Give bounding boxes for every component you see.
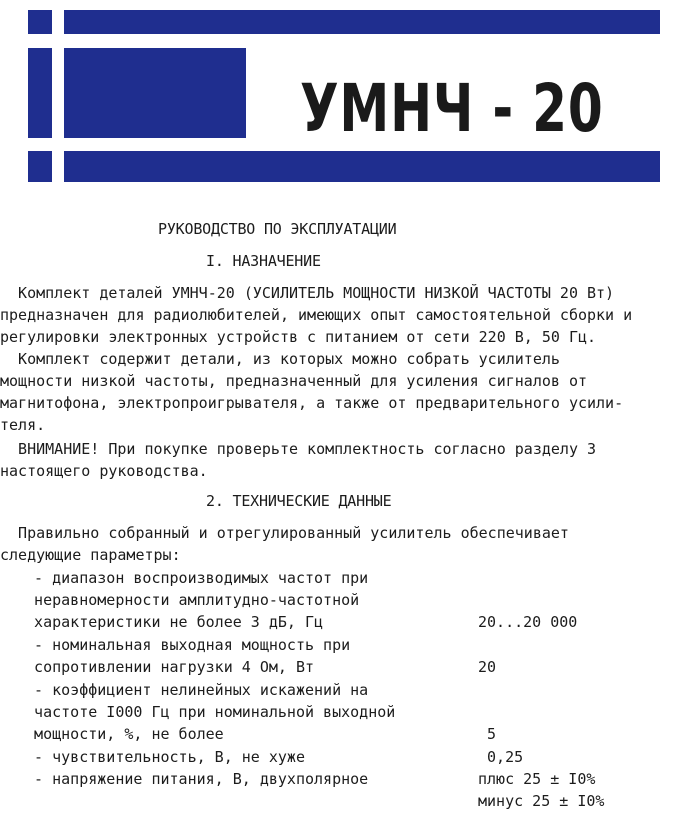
param-3-value: 5 [478,725,497,743]
section-1-line-2: предназначен для радиолюбителей, имеющих опыт самостоятельной сборки и [0,306,633,324]
section-2-intro-1: Правильно собранный и отрегулированный усилитель обеспечивает [0,524,569,542]
param-4-line-1: - чувствительность, В, не хуже [16,748,305,766]
section-1-line-4: Комплект содержит детали, из которых можно собрать усилитель [0,350,560,368]
section-1-line-3: регулировки электронных устройств с питанием от сети 220 В, 50 Гц. [0,328,597,346]
section-2-heading: 2. ТЕХНИЧЕСКИЕ ДАННЫЕ [206,492,392,510]
param-3-line-2: частоте I000 Гц при номинальной выходной [16,703,396,721]
param-1-value: 20...20 000 [478,613,578,631]
param-5-value-plus: плюс 25 ± I0% [478,770,596,788]
banner-block-left [64,48,246,138]
section-1-line-8: ВНИМАНИЕ! При покупке проверьте комплектность согласно разделу 3 [0,440,597,458]
param-1-line-2: неравномерности амплитудно-частотной [16,591,360,609]
section-2-intro-2: следующие параметры: [0,546,181,564]
title-banner [28,10,660,182]
param-1-line-1: - диапазон воспроизводимых частот при [16,569,369,587]
param-5-value-minus: минус 25 ± I0% [478,792,605,810]
param-1-line-3: характеристики не более 3 дБ, Гц [16,613,324,631]
banner-stripe-vertical-1 [52,10,64,182]
section-1-heading: I. НАЗНАЧЕНИЕ [206,252,321,270]
param-3-line-3: мощности, %, не более [16,725,224,743]
section-1-line-9: настоящего руководства. [0,462,208,480]
section-1-line-6: магнитофона, электропроигрывателя, а также от предварительного усили- [0,394,624,412]
manual-title: РУКОВОДСТВО ПО ЭКСПЛУАТАЦИИ [158,220,397,238]
section-1-line-7: теля. [0,416,46,434]
param-2-value: 20 [478,658,497,676]
banner-stripe-top [28,34,660,48]
product-title: УМНЧ - 20 [300,70,604,147]
param-3-line-1: - коэффициент нелинейных искажений на [16,681,369,699]
param-2-line-2: сопротивлении нагрузки 4 Ом, Вт [16,658,315,676]
param-2-line-1: - номинальная выходная мощность при [16,636,351,654]
param-4-value: 0,25 [478,748,524,766]
param-5-line-1: - напряжение питания, В, двухполярное [16,770,369,788]
section-1-line-1: Комплект деталей УМНЧ-20 (УСИЛИТЕЛЬ МОЩНОСТИ НИЗКОЙ ЧАСТОТЫ 20 Вт) [0,284,615,302]
section-1-line-5: мощности низкой частоты, предназначенный для усиления сигналов от [0,372,587,390]
